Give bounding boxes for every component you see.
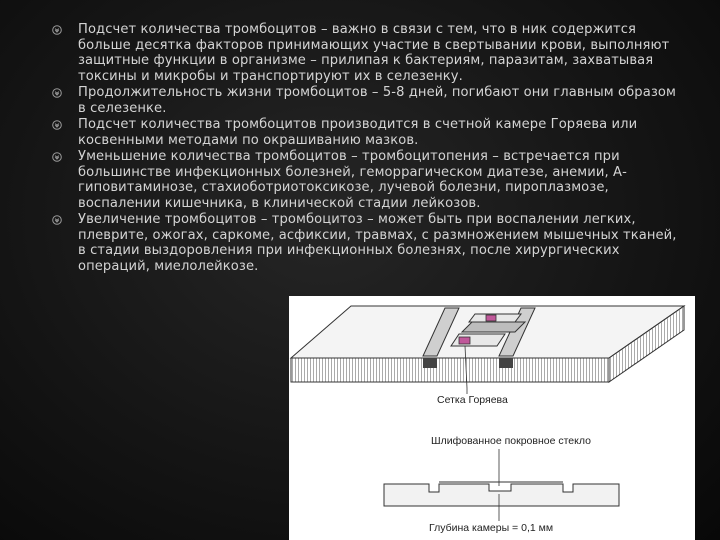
coverslip-label: Шлифованное покровное стекло [431, 435, 591, 447]
chamber-diagram [289, 296, 695, 540]
depth-label: Глубина камеры = 0,1 мм [429, 522, 554, 534]
bullet-item [52, 117, 677, 148]
bullet-text: Уменьшение количества тромбоцитов – тромбоцитопения – встречается при большинстве инфекционных болезней, геморрагическом диатезе, анемии, А-гиповитаминозе, стахиоботриотоксикозе, лучевой болезни, пироплазмозе, воспалении кишечника, в клинической стадии лейкозов. [78, 149, 627, 211]
upper-grid-icon [486, 315, 496, 321]
middle-groove [462, 322, 525, 332]
right-groove-front [499, 358, 513, 368]
slide-front-face [291, 358, 609, 382]
bullet-item [52, 22, 677, 84]
circle-bullet-icon [52, 120, 62, 130]
bullet-item [52, 212, 677, 274]
circle-bullet-icon [52, 152, 62, 162]
circle-bullet-icon [52, 25, 62, 35]
bullet-list [52, 22, 677, 275]
bullet-item [52, 85, 677, 116]
grid-label: Сетка Горяева [437, 394, 508, 406]
chamber-cross-section [384, 484, 619, 506]
bullet-text: Подсчет количества тромбоцитов – важно в связи с тем, что в ник содержится больше десятка факторов принимающих участие в свертывании крови, выполняют защитные функции в организме – прилипая к бактериям, паразитам, захватывая токсины и микробы и транспортируют их в селезенку. [78, 22, 670, 84]
lower-grid-icon [459, 337, 470, 344]
bullet-text: Увеличение тромбоцитов – тромбоцитоз – может быть при воспалении легких, плеврите, ожогах, саркоме, асфиксии, травмах, с размножением мышечных тканей, в стадии выздоровления при инфекционных болезнях, после хирургических операций, миелолейкозе. [78, 212, 677, 274]
circle-bullet-icon [52, 215, 62, 225]
circle-bullet-icon [52, 88, 62, 98]
bullet-item [52, 149, 677, 211]
goryaev-chamber-figure [289, 296, 695, 540]
bullet-text: Продолжительность жизни тромбоцитов – 5-8 дней, погибают они главным образом в селезенке. [78, 85, 676, 116]
left-groove-front [423, 358, 437, 368]
bullet-text: Подсчет количества тромбоцитов производится в счетной камере Горяева или косвенными методами по окрашиванию мазков. [78, 117, 638, 148]
